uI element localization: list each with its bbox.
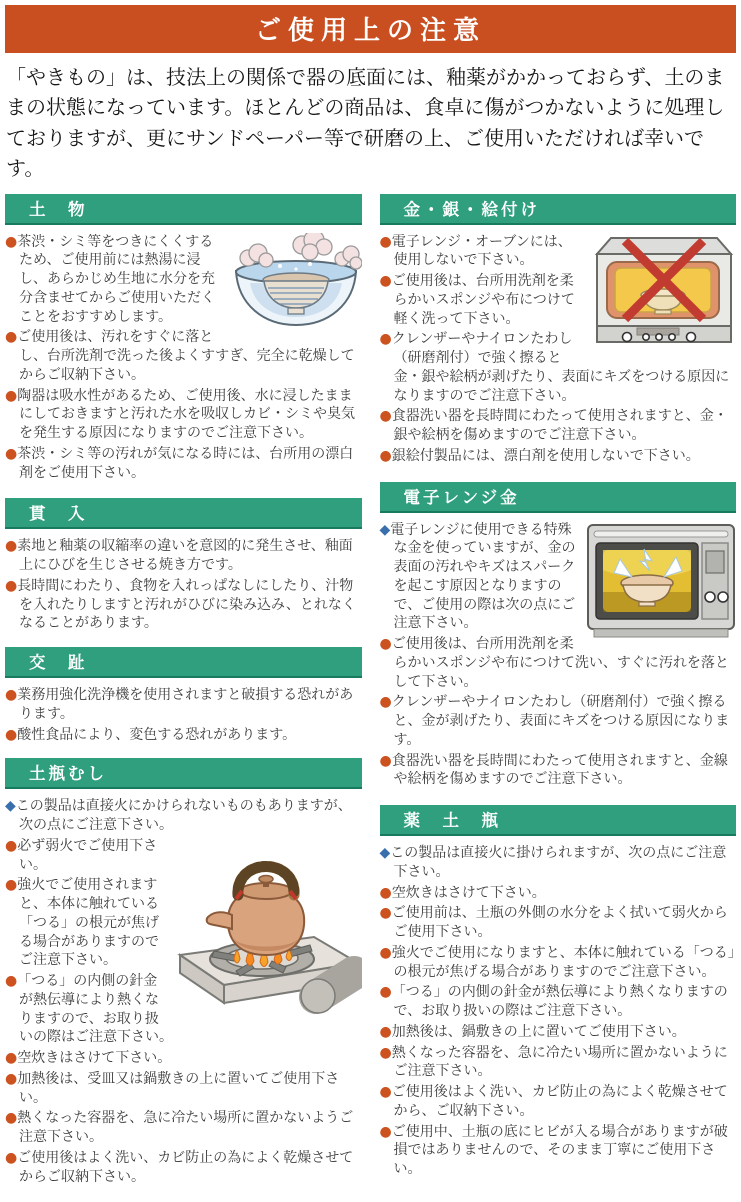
notice-item <box>5 537 362 575</box>
circle-bullet-icon: ● <box>379 984 392 1001</box>
page-title: ご使用上の注意 <box>5 5 736 53</box>
right-column <box>380 194 737 1202</box>
notice-item <box>380 1083 737 1121</box>
microwave-spark-illustration <box>586 521 736 647</box>
notice-list <box>5 797 362 835</box>
circle-bullet-icon: ● <box>5 329 18 346</box>
notice-text: クレンザーやナイロンたわし（研磨剤付）で強く擦ると金・銀や絵柄が剥げたり、表面にキズをつける原因になりますのでご注意下さい。 <box>391 331 730 404</box>
notice-list <box>380 844 737 1179</box>
notice-text: ご使用後は、台所用洗剤を柔らかいスポンジや布につけて軽く洗って下さい。 <box>391 273 575 327</box>
circle-bullet-icon: ● <box>5 1110 18 1127</box>
circle-bullet-icon: ● <box>379 233 392 250</box>
notice-text: この製品は直接火に掛けられますが、次の点にご注意下さい。 <box>390 845 727 880</box>
circle-bullet-icon: ● <box>379 694 392 711</box>
notice-item <box>380 844 737 882</box>
diamond-bullet-icon: ◆ <box>5 798 16 815</box>
notice-text: 電子レンジ・オーブンには、使用しないで下さい。 <box>391 233 572 269</box>
notice-item <box>380 944 737 982</box>
section-denshi-renji-kin <box>380 482 737 792</box>
circle-bullet-icon: ● <box>379 944 392 961</box>
notice-list <box>5 537 362 633</box>
circle-bullet-icon: ● <box>5 726 18 743</box>
notice-text: ご使用中、土瓶の底にヒビが入る場合がありますが破損ではありませんので、そのまま丁寧にご使用下さい。 <box>391 1123 728 1178</box>
circle-bullet-icon: ● <box>5 538 18 555</box>
notice-item <box>5 445 362 483</box>
notice-text: 酸性食品により、変色する恐れがあります。 <box>17 726 297 743</box>
notice-text: 素地と釉薬の収縮率の違いを意図的に発生させ、釉面上にひびを生じさせる焼き方です。 <box>17 538 353 574</box>
notice-text: クレンザーやナイロンたわし（研磨剤付）で強く擦ると、金が剥げたり、表面にキズをつける原因になります。 <box>391 694 730 748</box>
notice-text: ご使用後はよく洗い、カビ防止の為によく乾燥させてからご収納下さい。 <box>17 1149 354 1185</box>
circle-bullet-icon: ● <box>379 1084 392 1101</box>
notice-text: 食器洗い器を長時間にわたって使用されますと、金・銀や絵柄を傷めますのでご注意下さい。 <box>391 408 728 444</box>
circle-bullet-icon: ● <box>379 1044 392 1061</box>
notice-item <box>5 797 362 835</box>
notice-item <box>380 752 737 790</box>
circle-bullet-icon: ● <box>379 752 392 769</box>
notice-item <box>5 686 362 724</box>
circle-bullet-icon: ● <box>5 445 18 462</box>
circle-bullet-icon: ● <box>379 1023 392 1040</box>
notice-text: 業務用強化洗浄機を使用されますと破損する恐れがあります。 <box>17 687 354 722</box>
circle-bullet-icon: ● <box>379 905 392 922</box>
notice-item <box>380 983 737 1021</box>
section-title: 薬 土 瓶 <box>380 805 737 836</box>
circle-bullet-icon: ● <box>5 1050 18 1067</box>
notice-text: ご使用後は、台所用洗剤を柔らかいスポンジや布につけて洗い、すぐに汚れを落として下さい。 <box>391 636 729 690</box>
diamond-bullet-icon: ◆ <box>379 521 391 538</box>
notice-text: ご使用後は、汚れをすぐに落とし、台所洗剤で洗った後よくすすぎ、完全に乾燥してからご収納下さい。 <box>17 329 355 383</box>
notice-list <box>5 686 362 744</box>
notice-item <box>380 1023 737 1042</box>
notice-item <box>380 1123 737 1179</box>
circle-bullet-icon: ● <box>379 408 392 425</box>
section-title: 土瓶むし <box>5 758 362 789</box>
notice-text: 熱くなった容器を、急に冷たい場所に置かないようにご注意下さい。 <box>391 1044 728 1080</box>
notice-text: 茶渋・シミ等の汚れが気になる時には、台所用の漂白剤をご使用下さい。 <box>17 445 354 481</box>
notice-text: 強火でご使用になりますと、本体に触れている「つる」の根元が焦げる場合がありますのでご注意下さい。 <box>391 944 735 980</box>
notice-item <box>380 884 737 903</box>
notice-text: 空炊きはさけて下さい。 <box>391 884 546 901</box>
notice-item <box>380 904 737 942</box>
section-kochi <box>5 647 362 744</box>
notice-text: ご使用前は、土瓶の外側の水分をよく拭いて弱火からご使用下さい。 <box>391 905 728 941</box>
steaming-bowl-illustration <box>230 233 362 343</box>
circle-bullet-icon: ● <box>5 837 18 854</box>
notice-text: 「つる」の内側の針金が熱伝導により熱くなりますので、お取り扱いの際はご注意下さい。 <box>391 984 728 1020</box>
notice-item <box>5 387 362 443</box>
circle-bullet-icon: ● <box>5 687 18 704</box>
section-kannyu <box>5 498 362 633</box>
notice-item <box>5 726 362 745</box>
section-title: 金・銀・絵付け <box>380 194 737 225</box>
section-title: 電子レンジ金 <box>380 482 737 513</box>
notice-text: 銀絵付製品には、漂白剤を使用しないで下さい。 <box>391 447 700 464</box>
notice-text: ご使用後はよく洗い、カビ防止の為によく乾燥させてから、ご収納下さい。 <box>391 1084 728 1119</box>
toaster-oven-no-use-illustration <box>591 233 736 351</box>
circle-bullet-icon: ● <box>379 884 392 901</box>
notice-text: 「つる」の内側の針金が熱伝導により熱くなりますので、お取り扱いの際はご注意下さい。 <box>17 973 173 1046</box>
circle-bullet-icon: ● <box>5 1149 18 1166</box>
notice-item <box>5 1070 362 1108</box>
circle-bullet-icon: ● <box>5 233 18 250</box>
left-column <box>5 194 362 1202</box>
notice-text: この製品は直接火にかけられないものもありますが、次の点にご注意下さい。 <box>15 798 352 834</box>
circle-bullet-icon: ● <box>379 636 392 653</box>
circle-bullet-icon: ● <box>5 1070 18 1087</box>
section-title: 交 趾 <box>5 647 362 678</box>
two-column-layout <box>5 194 736 1202</box>
intro-paragraph: 「やきもの」は、技法上の関係で器の底面には、釉薬がかかっておらず、土のままの状態になっています。ほとんどの商品は、食卓に傷がつかないように処理しておりますが、更にサンドペーパー等で研磨の上、ご使用いただければ幸いです。 <box>6 65 725 181</box>
notice-text: 茶渋・シミ等をつきにくくするため、ご使用前には熱湯に浸し、あらかじめ生地に水分を充分含ませてからご使用いただくことをおすすめします。 <box>17 233 215 325</box>
circle-bullet-icon: ● <box>5 877 18 894</box>
notice-text: 陶器は吸水性があるため、ご使用後、水に浸したままにしておきますと汚れた水を吸収しカビ・シミや臭気を発生する原因になりますのでご注意下さい。 <box>17 387 355 442</box>
notice-text: 長時間にわたり、食物を入れっぱなしにしたり、汁物を入れたりしますと汚れがひびに染み込み、とれなくなることがあります。 <box>17 577 356 632</box>
diamond-bullet-icon: ◆ <box>379 845 391 862</box>
notice-item <box>5 577 362 633</box>
section-title: 土 物 <box>5 194 362 225</box>
circle-bullet-icon: ● <box>379 273 392 290</box>
notice-item <box>5 1049 362 1068</box>
circle-bullet-icon: ● <box>379 1123 392 1140</box>
circle-bullet-icon: ● <box>379 447 392 464</box>
notice-text: 食器洗い器を長時間にわたって使用されますと、金線や絵柄を傷めますのでご注意下さい。 <box>391 752 728 788</box>
section-title: 貫 入 <box>5 498 362 529</box>
notice-text: 強火でご使用されますと、本体に触れている「つる」の根元が焦げる場合がありますのでご注意下さい。 <box>17 877 159 969</box>
circle-bullet-icon: ● <box>379 331 392 348</box>
notice-text: 加熱後は、鍋敷きの上に置いてご使用下さい。 <box>391 1023 686 1040</box>
circle-bullet-icon: ● <box>5 387 18 404</box>
notice-text: 電子レンジに使用できる特殊な金を使っていますが、金の表面の汚れやキズはスパークを起こす原因となりますので、ご使用の際は次の点にご注意下さい。 <box>390 521 576 632</box>
notice-item <box>380 407 737 445</box>
notice-item <box>380 447 737 466</box>
notice-text: 空炊きはさけて下さい。 <box>17 1050 172 1067</box>
circle-bullet-icon: ● <box>5 973 18 990</box>
section-dobinmushi <box>5 758 362 1188</box>
circle-bullet-icon: ● <box>5 577 18 594</box>
section-tsuchimono <box>5 194 362 485</box>
teapot-on-gas-stove-illustration <box>166 837 362 1019</box>
notice-text: 熱くなった容器を、急に冷たい場所に置かないようご注意下さい。 <box>17 1110 354 1146</box>
notice-item <box>5 1149 362 1187</box>
notice-text: 加熱後は、受皿又は鍋敷きの上に置いてご使用下さい。 <box>17 1070 340 1106</box>
section-kusuri-dobin <box>380 805 737 1179</box>
notice-item <box>5 1109 362 1147</box>
notice-item <box>380 1044 737 1082</box>
section-kin-gin-etsuke <box>380 194 737 468</box>
notice-text: 必ず弱火でご使用下さい。 <box>17 837 158 873</box>
notice-item <box>380 693 737 749</box>
